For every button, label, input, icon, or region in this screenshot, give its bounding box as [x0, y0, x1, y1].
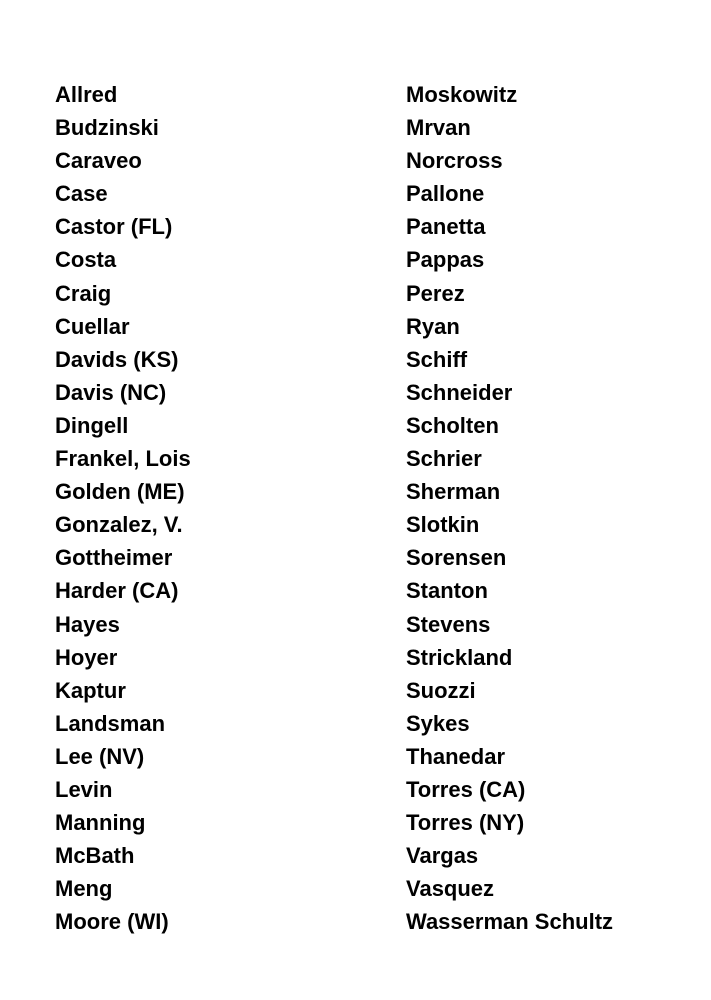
- name-entry: Thanedar: [406, 743, 506, 769]
- name-entry: Levin: [55, 776, 113, 802]
- name-entry: Davids (KS): [55, 346, 179, 372]
- name-entry: Landsman: [55, 710, 166, 736]
- name-entry: Slotkin: [406, 512, 480, 538]
- name-entry: Sykes: [406, 710, 470, 736]
- name-entry: Stevens: [406, 611, 491, 637]
- name-entry: Moore (WI): [55, 909, 169, 935]
- name-entry: Davis (NC): [55, 379, 167, 405]
- name-entry: Suozzi: [406, 677, 476, 703]
- name-entry: Sherman: [406, 479, 501, 505]
- name-entry: Schiff: [406, 346, 468, 372]
- name-entry: Case: [55, 181, 108, 207]
- name-entry: Vasquez: [406, 876, 495, 902]
- name-entry: Craig: [55, 280, 112, 306]
- name-entry: Manning: [55, 810, 146, 836]
- name-entry: Dingell: [55, 412, 129, 438]
- name-entry: Perez: [406, 280, 465, 306]
- name-entry: Costa: [55, 247, 117, 273]
- name-entry: Schrier: [406, 446, 482, 472]
- name-entry: Ryan: [406, 313, 460, 339]
- name-entry: Hoyer: [55, 644, 118, 670]
- names-column-right: [406, 78, 613, 938]
- name-entry: Lee (NV): [55, 743, 145, 769]
- name-entry: Wasserman Schultz: [406, 909, 614, 935]
- names-column-left: [55, 78, 191, 938]
- name-entry: Vargas: [406, 843, 479, 869]
- name-entry: Pappas: [406, 247, 485, 273]
- name-entry: Strickland: [406, 644, 513, 670]
- name-entry: Sorensen: [406, 545, 507, 571]
- name-entry: Castor (FL): [55, 214, 173, 240]
- name-entry: Frankel, Lois: [55, 446, 191, 472]
- name-entry: Panetta: [406, 214, 486, 240]
- name-entry: Norcross: [406, 148, 503, 174]
- name-entry: Golden (ME): [55, 479, 185, 505]
- name-entry: Moskowitz: [406, 82, 518, 107]
- name-entry: Meng: [55, 876, 113, 902]
- name-entry: Harder (CA): [55, 578, 179, 604]
- name-entry: Budzinski: [55, 115, 159, 141]
- name-entry: McBath: [55, 843, 135, 869]
- name-entry: Stanton: [406, 578, 488, 604]
- name-entry: Torres (CA): [406, 776, 526, 802]
- name-entry: Allred: [55, 82, 118, 107]
- name-entry: Scholten: [406, 412, 499, 438]
- name-entry: Hayes: [55, 611, 120, 637]
- name-entry: Gottheimer: [55, 545, 173, 571]
- name-entry: Pallone: [406, 181, 485, 207]
- name-entry: Caraveo: [55, 148, 142, 174]
- name-entry: Cuellar: [55, 313, 130, 339]
- name-entry: Mrvan: [406, 115, 471, 141]
- name-entry: Kaptur: [55, 677, 126, 703]
- name-entry: Schneider: [406, 379, 513, 405]
- name-entry: Torres (NY): [406, 810, 525, 836]
- name-entry: Gonzalez, V.: [55, 512, 183, 538]
